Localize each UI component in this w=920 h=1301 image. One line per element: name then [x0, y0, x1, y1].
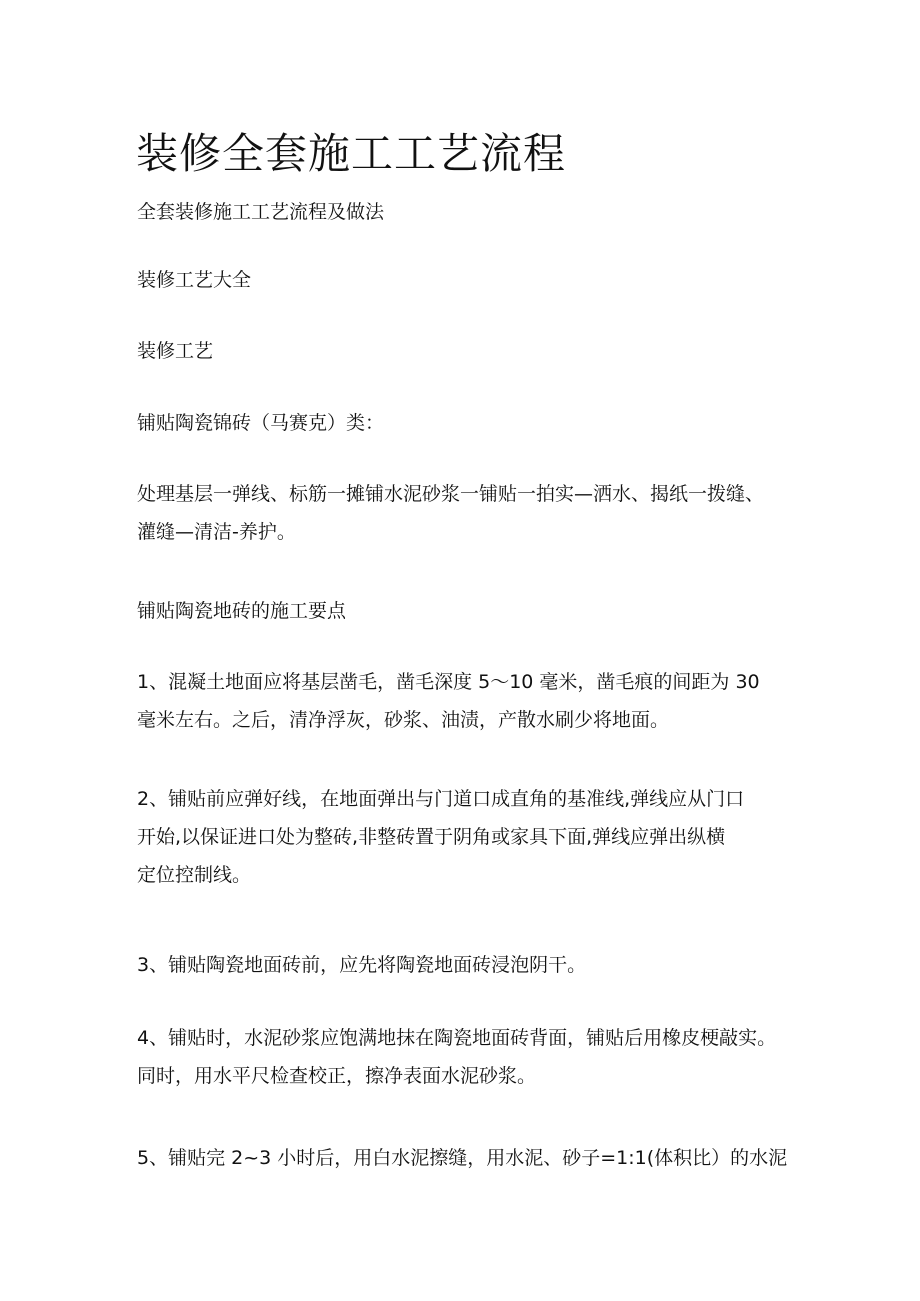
paragraph-heading-technique	[137, 332, 817, 370]
paragraph-line: 5、铺贴完 2~3 小时后，用白水泥擦缝，用水泥、砂子=1:1(体积比）的水泥	[137, 1147, 788, 1169]
paragraph-line: 处理基层一弹线、标筋一摊铺水泥砂浆一铺贴一拍实—洒水、揭纸一拨缝、	[137, 483, 765, 505]
paragraph-line: 灌缝—清洁-养护。	[137, 521, 296, 543]
paragraph-line: 4、铺贴时，水泥砂浆应饱满地抹在陶瓷地面砖背面，铺贴后用橡皮梗敲实。	[137, 1027, 777, 1049]
paragraph-line: 3、铺贴陶瓷地面砖前，应先将陶瓷地面砖浸泡阴干。	[137, 954, 587, 976]
paragraph-line: 铺贴陶瓷锦砖（马赛克）类：	[137, 412, 385, 434]
paragraph-heading-techniques	[137, 261, 817, 299]
paragraph-line: 装修工艺大全	[137, 269, 252, 291]
paragraph-mosaic-process	[137, 475, 817, 551]
paragraph-subtitle	[137, 193, 817, 231]
paragraph-step-3	[137, 946, 817, 984]
paragraph-line: 装修工艺	[137, 340, 214, 362]
paragraph-line: 定位控制线。	[137, 864, 252, 886]
paragraph-step-4	[137, 1019, 817, 1095]
paragraph-heading-mosaic	[137, 404, 817, 442]
paragraph-line: 同时，用水平尺检查校正，擦净表面水泥砂浆。	[137, 1065, 537, 1087]
paragraph-line: 1、混凝土地面应将基层凿毛，凿毛深度 5～10 毫米，凿毛痕的间距为 30	[137, 671, 760, 693]
document-title: 装修全套施工工艺流程	[136, 129, 567, 178]
paragraph-line: 2、铺贴前应弹好线，在地面弹出与门道口成直角的基准线,弹线应从门口	[137, 788, 745, 810]
paragraph-line: 铺贴陶瓷地砖的施工要点	[137, 600, 347, 622]
paragraph-step-2	[137, 780, 817, 894]
paragraph-line: 毫米左右。之后，清净浮灰，砂浆、油渍，产散水刷少将地面。	[137, 709, 670, 731]
paragraph-step-1	[137, 663, 817, 739]
paragraph-step-5	[137, 1139, 817, 1177]
paragraph-line: 全套装修施工工艺流程及做法	[137, 201, 385, 223]
paragraph-line: 开始,以保证进口处为整砖,非整砖置于阴角或家具下面,弹线应弹出纵横	[137, 826, 726, 848]
paragraph-heading-floor-tile	[137, 592, 817, 630]
